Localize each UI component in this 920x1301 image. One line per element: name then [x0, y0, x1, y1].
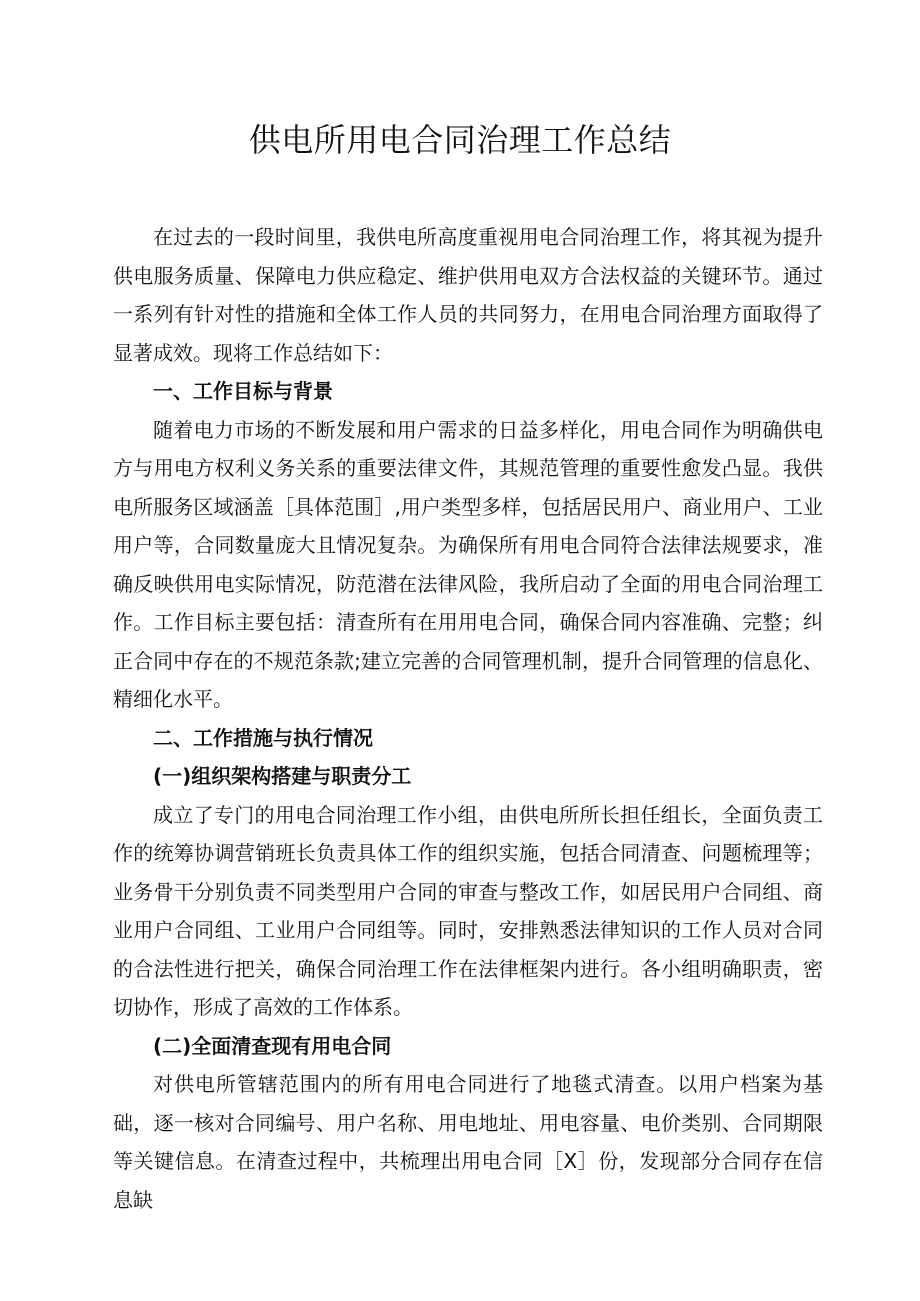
subsection-heading-review: (二)全面清查现有用电合同	[153, 1033, 392, 1058]
organization-paragraph: 成立了专门的用电合同治理工作小组，由供电所所长担任组长，全面负责工作的统筹协调营销班长负责具体工作的组织实施，包括合同清查、问题梳理等；业务骨干分别负责不同类型用户合同的审查与整改工作，如居民用户合同组、商业用户合同组、工业用户合同组等。同时，安排熟悉法律知识的工作人员对合同的合法性进行把关，确保合同治理工作在法律框架内进行。各小组明确职责，密切协作，形成了高效的工作体系。	[113, 802, 823, 1019]
document-title: 供电所用电合同治理工作总结	[248, 121, 672, 159]
intro-paragraph: 在过去的一段时间里，我供电所高度重视用电合同治理工作，将其视为提升供电服务质量、保障电力供应稳定、维护供用电双方合法权益的关键环节。通过一系列有针对性的措施和全体工作人员的共同努力，在用电合同治理方面取得了显著成效。现将工作总结如下：	[113, 225, 823, 365]
review-paragraph: 对供电所管辖范围内的所有用电合同进行了地毯式清查。以用户档案为基础，逐一核对合同编号、用户名称、用电地址、用电容量、电价类别、合同期限等关键信息。在清查过程中，共梳理出用电合同［X］份，发现部分合同存在信息缺	[113, 1072, 823, 1212]
document-body	[113, 218, 823, 1219]
goals-paragraph: 随着电力市场的不断发展和用户需求的日益多样化，用电合同作为明确供电方与用电方权利义务关系的重要法律文件，其规范管理的重要性愈发凸显。我供电所服务区域涵盖［具体范围］,用户类型多样，包括居民用户、商业用户、工业用户等，合同数量庞大且情况复杂。为确保所有用电合同符合法律法规要求，准确反映供用电实际情况，防范潜在法律风险，我所启动了全面的用电合同治理工作。工作目标主要包括：清查所有在用用电合同，确保合同内容准确、完整；纠正合同中存在的不规范条款;建立完善的合同管理机制，提升合同管理的信息化、精细化水平。	[113, 417, 823, 711]
section-heading-measures: 二、工作措施与执行情况	[153, 725, 373, 750]
section-heading-goals: 一、工作目标与背景	[153, 379, 333, 403]
subsection-heading-organization: (一)组织架构搭建与职责分工	[153, 764, 412, 788]
